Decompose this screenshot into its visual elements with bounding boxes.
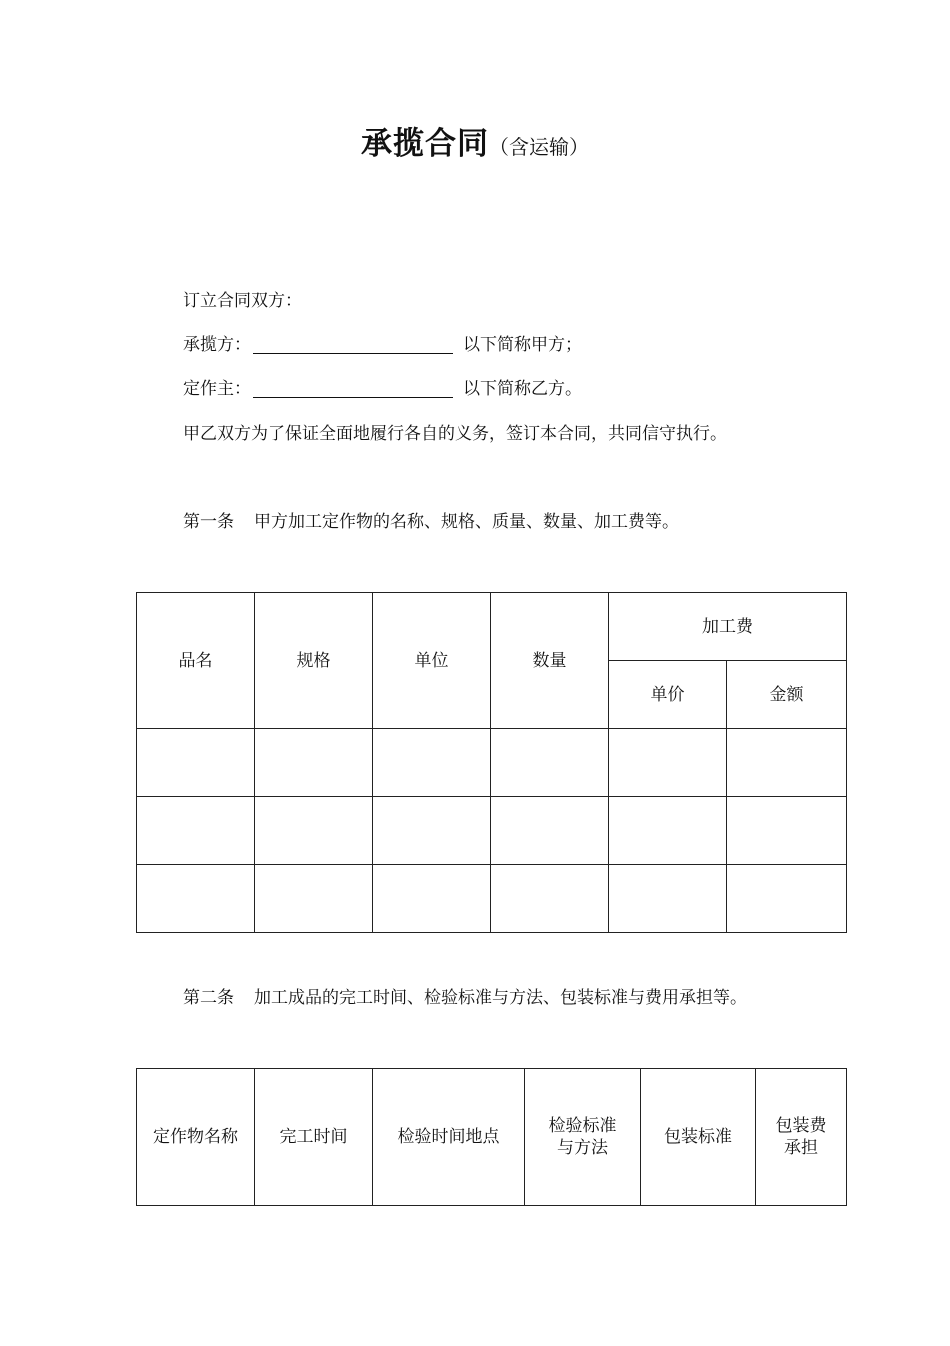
table-cell[interactable] [727,865,847,933]
table-cell[interactable] [727,729,847,797]
table-cell[interactable] [137,729,255,797]
table-cell[interactable] [255,729,373,797]
header-unit: 单位 [373,593,491,729]
header-packing-standard: 包装标准 [641,1069,756,1206]
table-cell[interactable] [491,729,609,797]
party-b-blank[interactable] [253,396,453,398]
table-cell[interactable] [255,865,373,933]
inspection-standard-text: 检验标准与方法 [548,1116,617,1158]
party-a-suffix: 以下简称甲方； [463,335,582,355]
clause-2-number: 第二条 [183,988,234,1008]
table-row [137,729,847,797]
party-b-line [183,374,582,399]
header-amount: 金额 [727,661,847,729]
table-row [137,797,847,865]
parties-intro: 订立合同双方： [183,291,302,311]
header-completion-time: 完工时间 [255,1069,373,1206]
table-cell[interactable] [609,865,727,933]
table-cell[interactable] [373,797,491,865]
title-main: 承揽合同 [361,126,489,162]
party-a-label: 承揽方： [183,335,251,355]
processing-fee-table [136,592,847,933]
table-cell[interactable] [373,729,491,797]
preamble: 甲乙双方为了保证全面地履行各自的义务，签订本合同，共同信守执行。 [183,424,727,444]
document-title [0,118,950,163]
table-cell[interactable] [137,797,255,865]
table-row [137,865,847,933]
completion-inspection-table [136,1068,847,1206]
header-spec: 规格 [255,593,373,729]
title-suffix: （含运输） [489,135,589,159]
table-cell[interactable] [491,797,609,865]
table-cell[interactable] [727,797,847,865]
table-cell[interactable] [609,729,727,797]
table-cell[interactable] [255,797,373,865]
header-packing-fee [756,1069,847,1206]
clause-1 [183,507,679,532]
party-b-suffix: 以下简称乙方。 [463,379,582,399]
packing-fee-text: 包装费承担 [775,1116,827,1158]
clause-1-number: 第一条 [183,512,234,532]
party-a-line [183,330,582,355]
table-cell[interactable] [137,865,255,933]
clause-1-text: 甲方加工定作物的名称、规格、质量、数量、加工费等。 [254,512,679,532]
header-inspection-time-place: 检验时间地点 [373,1069,525,1206]
clause-2 [183,983,747,1008]
header-quantity: 数量 [491,593,609,729]
clause-2-text: 加工成品的完工时间、检验标准与方法、包装标准与费用承担等。 [254,988,747,1008]
table-cell[interactable] [373,865,491,933]
header-unit-price: 单价 [609,661,727,729]
header-name: 品名 [137,593,255,729]
header-inspection-standard [525,1069,641,1206]
header-fee-group: 加工费 [609,593,847,661]
table-cell[interactable] [491,865,609,933]
header-item-name: 定作物名称 [137,1069,255,1206]
party-a-blank[interactable] [253,352,453,354]
party-b-label: 定作主： [183,379,251,399]
table-cell[interactable] [609,797,727,865]
